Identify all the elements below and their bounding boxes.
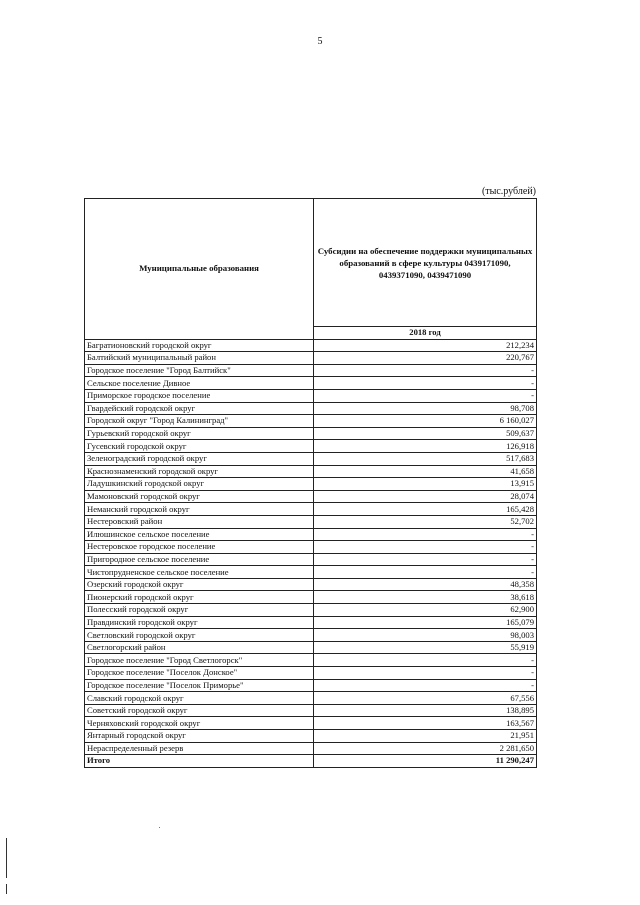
subsidy-value: 212,234: [314, 339, 537, 352]
table-row: [85, 478, 537, 491]
municipality-name: Славский городской округ: [85, 692, 314, 705]
subsidy-value: -: [314, 541, 537, 554]
table-row: [85, 553, 537, 566]
table-row: [85, 541, 537, 554]
municipality-name: Краснознаменский городской округ: [85, 465, 314, 478]
subsidy-value: -: [314, 377, 537, 390]
table-row: [85, 339, 537, 352]
subsidy-value: 21,951: [314, 730, 537, 743]
subsidy-value: 98,708: [314, 402, 537, 415]
municipality-name: Полесский городской округ: [85, 604, 314, 617]
table-row: [85, 566, 537, 579]
subsidy-value: 517,683: [314, 452, 537, 465]
municipality-name: Багратионовский городской округ: [85, 339, 314, 352]
total-value: 11 290,247: [314, 755, 537, 768]
table-row: [85, 679, 537, 692]
subsidy-value: 138,895: [314, 704, 537, 717]
subsidy-value: 52,702: [314, 515, 537, 528]
subsidy-value: -: [314, 389, 537, 402]
subsidy-value: 62,900: [314, 604, 537, 617]
table-row: [85, 578, 537, 591]
municipality-name: Гурьевский городской округ: [85, 427, 314, 440]
table-row: [85, 604, 537, 617]
municipality-name: Городской округ "Город Калининград": [85, 415, 314, 428]
margin-mark: [6, 838, 7, 878]
subsidy-value: -: [314, 553, 537, 566]
table-row: [85, 654, 537, 667]
municipality-name: Янтарный городской округ: [85, 730, 314, 743]
column-header-year: 2018 год: [314, 327, 537, 340]
municipality-name: Пионерский городской округ: [85, 591, 314, 604]
subsidy-value: 55,919: [314, 641, 537, 654]
subsidy-value: 41,658: [314, 465, 537, 478]
municipality-name: Зеленоградский городской округ: [85, 452, 314, 465]
header-row: [85, 199, 537, 327]
municipality-name: Городское поселение "Город Светлогорск": [85, 654, 314, 667]
municipality-name: Балтийский муниципальный район: [85, 352, 314, 365]
table-row: [85, 717, 537, 730]
margin-mark: [6, 884, 7, 894]
subsidy-value: 2 281,650: [314, 742, 537, 755]
subsidy-value: 28,074: [314, 490, 537, 503]
table-row: [85, 415, 537, 428]
municipality-name: Пригородное сельское поселение: [85, 553, 314, 566]
table-row: [85, 616, 537, 629]
municipality-name: Озерский городской округ: [85, 578, 314, 591]
municipality-name: Ладушкинский городской округ: [85, 478, 314, 491]
municipality-name: Советский городской округ: [85, 704, 314, 717]
municipality-name: Гвардейский городской округ: [85, 402, 314, 415]
subsidy-value: -: [314, 364, 537, 377]
subsidy-value: 98,003: [314, 629, 537, 642]
municipality-name: Светлогорский район: [85, 641, 314, 654]
municipality-name: Городское поселение "Поселок Приморье": [85, 679, 314, 692]
subsidy-value: 165,079: [314, 616, 537, 629]
municipality-name: Городское поселение "Поселок Донское": [85, 667, 314, 680]
column-header-municipalities: Муниципальные образования: [85, 199, 314, 340]
subsidy-value: -: [314, 679, 537, 692]
table-row: [85, 503, 537, 516]
table-row: [85, 641, 537, 654]
table-row: [85, 515, 537, 528]
subsidy-table: [84, 198, 537, 768]
column-header-subsidy: Субсидии на обеспечение поддержки муниципальных образований в сфере культуры 0439171090, 0439371090, 0439471090: [314, 199, 537, 327]
subsidy-value: 48,358: [314, 578, 537, 591]
municipality-name: Илюшинское сельское поселение: [85, 528, 314, 541]
municipality-name: Правдинский городской округ: [85, 616, 314, 629]
total-label: Итого: [85, 755, 314, 768]
table-row: [85, 402, 537, 415]
table-row: [85, 692, 537, 705]
table-row: [85, 742, 537, 755]
municipality-name: Нераспределенный резерв: [85, 742, 314, 755]
table-row: [85, 440, 537, 453]
subsidy-value: 38,618: [314, 591, 537, 604]
table-row: [85, 528, 537, 541]
table-row: [85, 490, 537, 503]
municipality-name: Неманский городской округ: [85, 503, 314, 516]
subsidy-value: 6 160,027: [314, 415, 537, 428]
municipality-name: Светловский городской округ: [85, 629, 314, 642]
table-row: [85, 452, 537, 465]
table-row: [85, 377, 537, 390]
subsidy-value: 220,767: [314, 352, 537, 365]
subsidy-value: 163,567: [314, 717, 537, 730]
table-row: [85, 427, 537, 440]
unit-label: (тыс.рублей): [481, 186, 536, 197]
table-row: [85, 389, 537, 402]
subsidy-value: -: [314, 566, 537, 579]
table-row: [85, 352, 537, 365]
page-number: 5: [317, 36, 323, 47]
total-row: [85, 755, 537, 768]
municipality-name: Городское поселение "Город Балтийск": [85, 364, 314, 377]
scan-dot: [159, 827, 160, 828]
subsidy-value: 126,918: [314, 440, 537, 453]
table-row: [85, 667, 537, 680]
subsidy-value: -: [314, 654, 537, 667]
subsidy-value: 13,915: [314, 478, 537, 491]
municipality-name: Чистопрудненское сельское поселение: [85, 566, 314, 579]
table-row: [85, 704, 537, 717]
table-row: [85, 730, 537, 743]
municipality-name: Нестеровское городское поселение: [85, 541, 314, 554]
municipality-name: Приморское городское поселение: [85, 389, 314, 402]
municipality-name: Черняховский городской округ: [85, 717, 314, 730]
municipality-name: Мамоновский городской округ: [85, 490, 314, 503]
table-row: [85, 591, 537, 604]
municipality-name: Нестеровский район: [85, 515, 314, 528]
table-row: [85, 465, 537, 478]
subsidy-value: 67,556: [314, 692, 537, 705]
subsidy-value: 165,428: [314, 503, 537, 516]
table-row: [85, 629, 537, 642]
table-row: [85, 364, 537, 377]
municipality-name: Гусевский городской округ: [85, 440, 314, 453]
subsidy-value: -: [314, 667, 537, 680]
municipality-name: Сельское поселение Дивное: [85, 377, 314, 390]
subsidy-value: 509,637: [314, 427, 537, 440]
subsidy-value: -: [314, 528, 537, 541]
